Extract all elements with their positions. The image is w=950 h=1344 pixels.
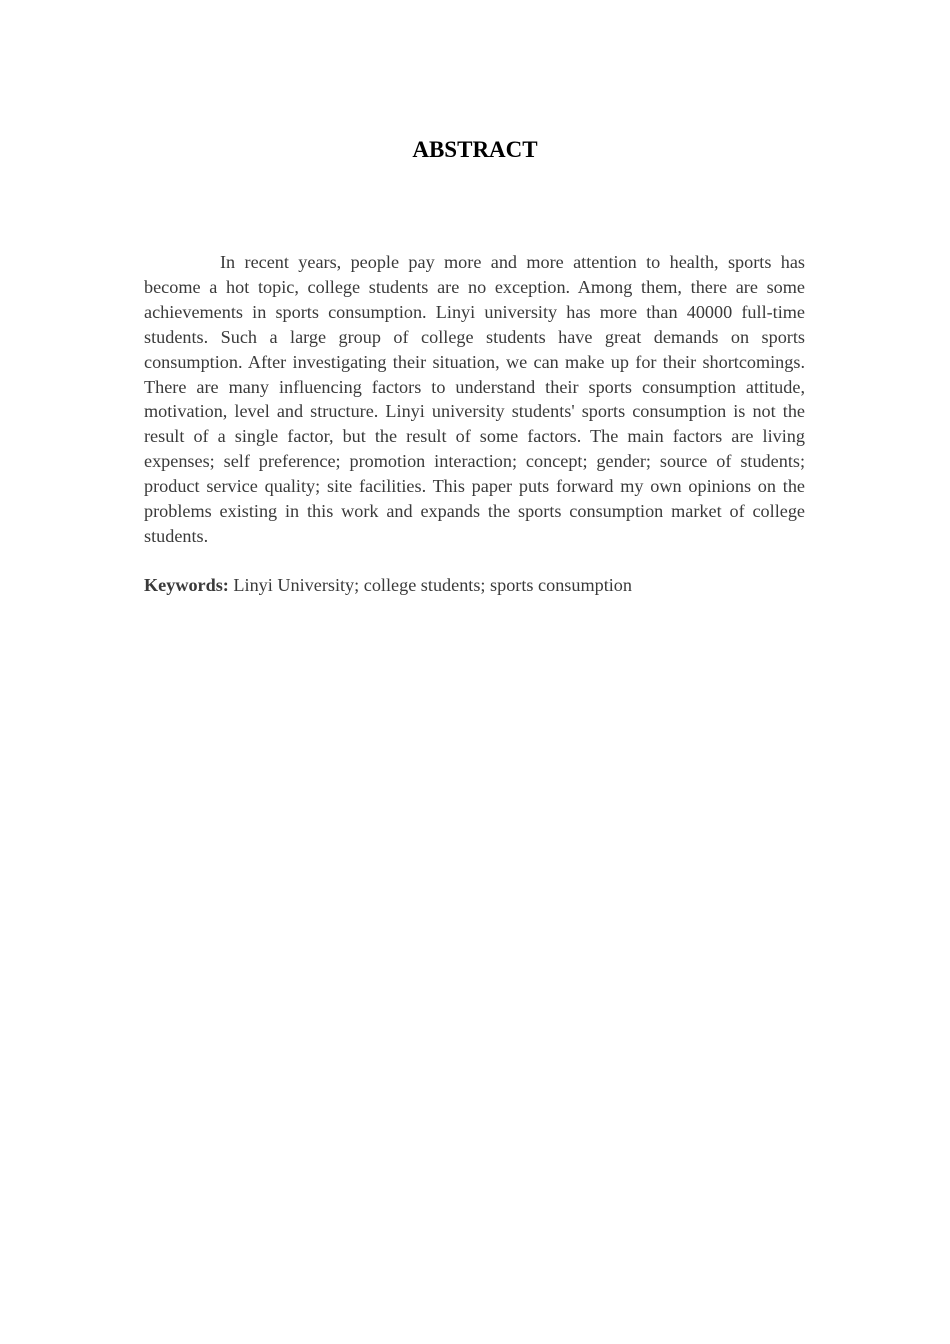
abstract-title: ABSTRACT	[412, 137, 538, 162]
abstract-paragraph: In recent years, people pay more and more attention to health, sports has become a hot topic, college students are no exception. Among them, there are some achievements in sports consumption. Linyi university has more than 40000 full-time students. Such a large group of college students have great demands on sports consumption. After investigating their situation, we can make up for their shortcomings. There are many influencing factors to understand their sports consumption attitude, motivation, level and structure. Linyi university students' sports consumption is not the result of a single factor, but the result of some factors. The main factors are living expenses; self preference; promotion interaction; concept; gender; source of students; product service quality; site facilities. This paper puts forward my own opinions on the problems existing in this work and expands the sports consumption market of college students.	[144, 252, 805, 546]
keywords-text: Linyi University; college students; sports consumption	[233, 575, 632, 595]
keywords-label: Keywords:	[144, 575, 229, 595]
keywords-line	[144, 573, 805, 598]
